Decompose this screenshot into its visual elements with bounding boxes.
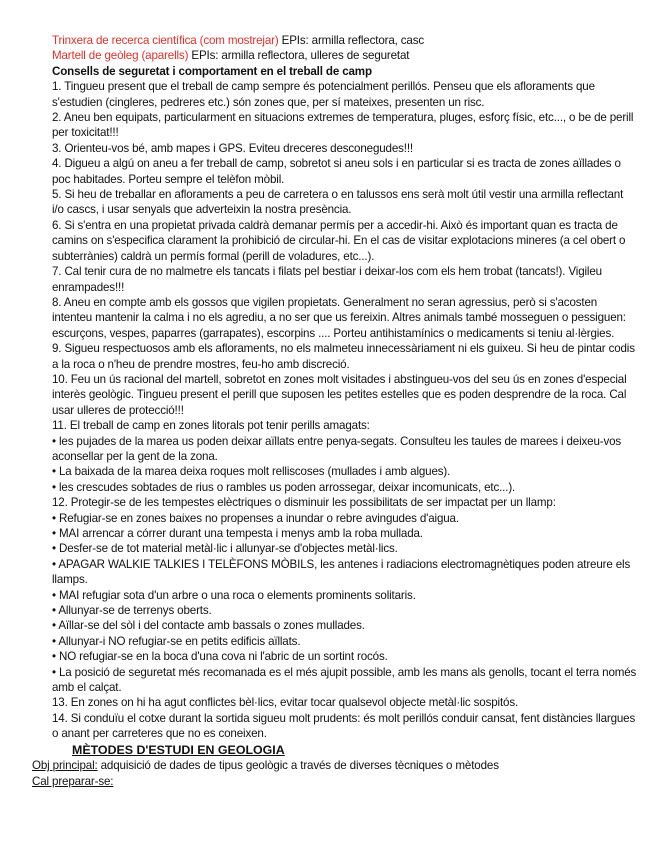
bullet-devices-off: • APAGAR WALKIE TALKIES I TELÈFONS MÒBILS, les antenes i radiacions electromagnètiques poden atreure els llamps. [52,557,631,587]
paragraph-10: 10. Feu un ús racional del martell, sobretot en zones molt visitades i abstingueu-vos del seu ús en zones d'especial interès geològic. Tingueu present el perill que suposen les petites estelles que es poden desprendre de la roca. Cal usar ulleres de protecció!!! [52,372,627,417]
bullet-floods: • les crescudes sobtades de rius o rambles us poden arrossegar, deixar incomunicats, etc...). [52,480,516,494]
paragraph-8: 8. Aneu en compte amb els gossos que vigilen propietats. Generalment no seran agressius, però si s'acosten intenteu mantenir la calma i no els agrediu, a no ser que us fereixin. Altres animals també mosseguen o pessiguen: escurçons, vespes, paparres (garrapates), escorpins .... Porteu antihistamínics o medicaments si teniu al·lèrgies. [52,295,626,340]
bullet-small-buildings: • Allunyar-i NO refugiar-se en petits edificis aïllats. [52,634,301,648]
paragraph-1: 1. Tingueu present que el treball de camp sempre és potencialment perillós. Penseu que els afloraments que s'estudien (cingleres, pedreres etc.) són zones que, per sí mateixes, presenten un risc. [52,80,595,109]
trench-epi: EPIs: armilla reflectora, casc [278,34,425,47]
bullet-no-cave: • NO refugiar-se en la boca d'una cova ni l'abric de un sortint rocós. [52,650,388,664]
paragraph-14: 14. Si conduïu el cotxe durant la sortida sigueu molt prudents: és molt perillós conduir cansat, fent distàncies llargues o anant per carreteres que no es coneixen. [52,711,636,741]
bullet-tides-rise: • les pujades de la marea us poden deixar aïllats entre penya-segats. Consulteu les taules de marees i deixeu-vos aconsellar per la gent de la zona. [52,434,622,463]
trench-label: Trinxera de recerca científica (com mostrejar) [52,34,279,47]
paragraph-9: 9. Sigueu respectuosos amb els afloraments, no els malmeteu innecessàriament ni els guixeu. Si heu de pintar codis a la roca o n'heu de prendre mostres, feu-ho amb discreció. [52,342,635,371]
objective-label: Obj principal: [32,759,98,773]
methods-title: MÈTODES D'ESTUDI EN GEOLOGIA [72,742,285,757]
bullet-tides-fall: • La baixada de la marea deixa roques molt relliscoses (mullades i amb algues). [52,465,451,479]
bullet-insulate: • Aïllar-se del sòl i del contacte amb bassals o zones mullades. [52,619,365,633]
hammer-epi: EPIs: armilla reflectora, ulleres de seguretat [188,49,410,63]
paragraph-2: 2. Aneu ben equipats, particularment en situacions extremes de temperatura, pluges, esforç físic, etc..., o be de perill per toxicitat!!! [52,111,634,140]
paragraph-5: 5. Si heu de treballar en afloraments a peu de carretera o en talussos ens serà molt útil vestir una armilla reflectant i/o cascs, i usar senyals que adverteixin la nostra presència. [52,188,624,217]
paragraph-3: 3. Orienteu-vos bé, amb mapes i GPS. Eviteu dreceres desconegudes!!! [52,141,413,155]
bullet-metal: • Desfer-se de tot material metàl·lic i allunyar-se d'objectes metàl·lics. [52,542,398,556]
bullet-no-tree: • MAI refugiar sota d'un arbre o una roca o elements prominents solitaris. [52,588,416,602]
paragraph-4: 4. Digueu a algú on aneu a fer treball de camp, sobretot si aneu sols i en particular si es tracta de zones aïllades o poc habitades. Porteu sempre el telèfon mòbil. [52,157,621,186]
epi-line-hammer [52,48,637,63]
bullet-no-running: • MAI arrencar a córrer durant una tempesta i menys amb la roba mullada. [52,527,423,540]
bullet-safe-position: • La posició de seguretat més recomanada es el més ajupit possible, amb les mans als genolls, tocant el terra només amb el calçat. [52,665,637,695]
paragraph-7: 7. Cal tenir cura de no malmetre els tancats i filats pel bestiar i deixar-los com els hem trobat (tancats!). Vigileu enrampades!!! [52,265,602,294]
paragraph-11: 11. El treball de camp en zones litorals pot tenir perills amagats: [52,419,370,433]
paragraph-12: 12. Protegir-se de les tempestes elèctriques o disminuir les possibilitats de ser impactat per un llamp: [52,496,556,510]
objective-line [32,758,637,773]
paragraph-6: 6. Si s'entra en una propietat privada caldrà demanar permís per a accedir-hi. Això és important quan es tracta de camins on s'especifica clarament la prohibició de circular-hi. En el cas de visitar explotacions mineres (a cel obert o subterrànies) caldrà un permís formal (perill de voladures, etc...). [52,218,626,263]
epi-line-trench [52,33,637,48]
safety-heading: Consells de seguretat i comportament en el treball de camp [52,64,372,78]
bullet-low-zones: • Refugiar-se en zones baixes no propenses a inundar o rebre avingudes d'aigua. [52,511,459,525]
bullet-open-land: • Allunyar-se de terrenys oberts. [52,604,212,618]
hammer-label: Martell de geòleg (aparells) [52,49,189,63]
prepare-label: Cal preparar-se: [32,774,114,788]
paragraph-13: 13. En zones on hi ha agut conflictes bèl·lics, evitar tocar qualsevol objecte metàl·lic sospitós. [52,696,519,710]
methods-block [32,758,637,789]
objective-text: adquisició de dades de tipus geològic a través de diverses tècniques o mètodes [97,759,499,773]
